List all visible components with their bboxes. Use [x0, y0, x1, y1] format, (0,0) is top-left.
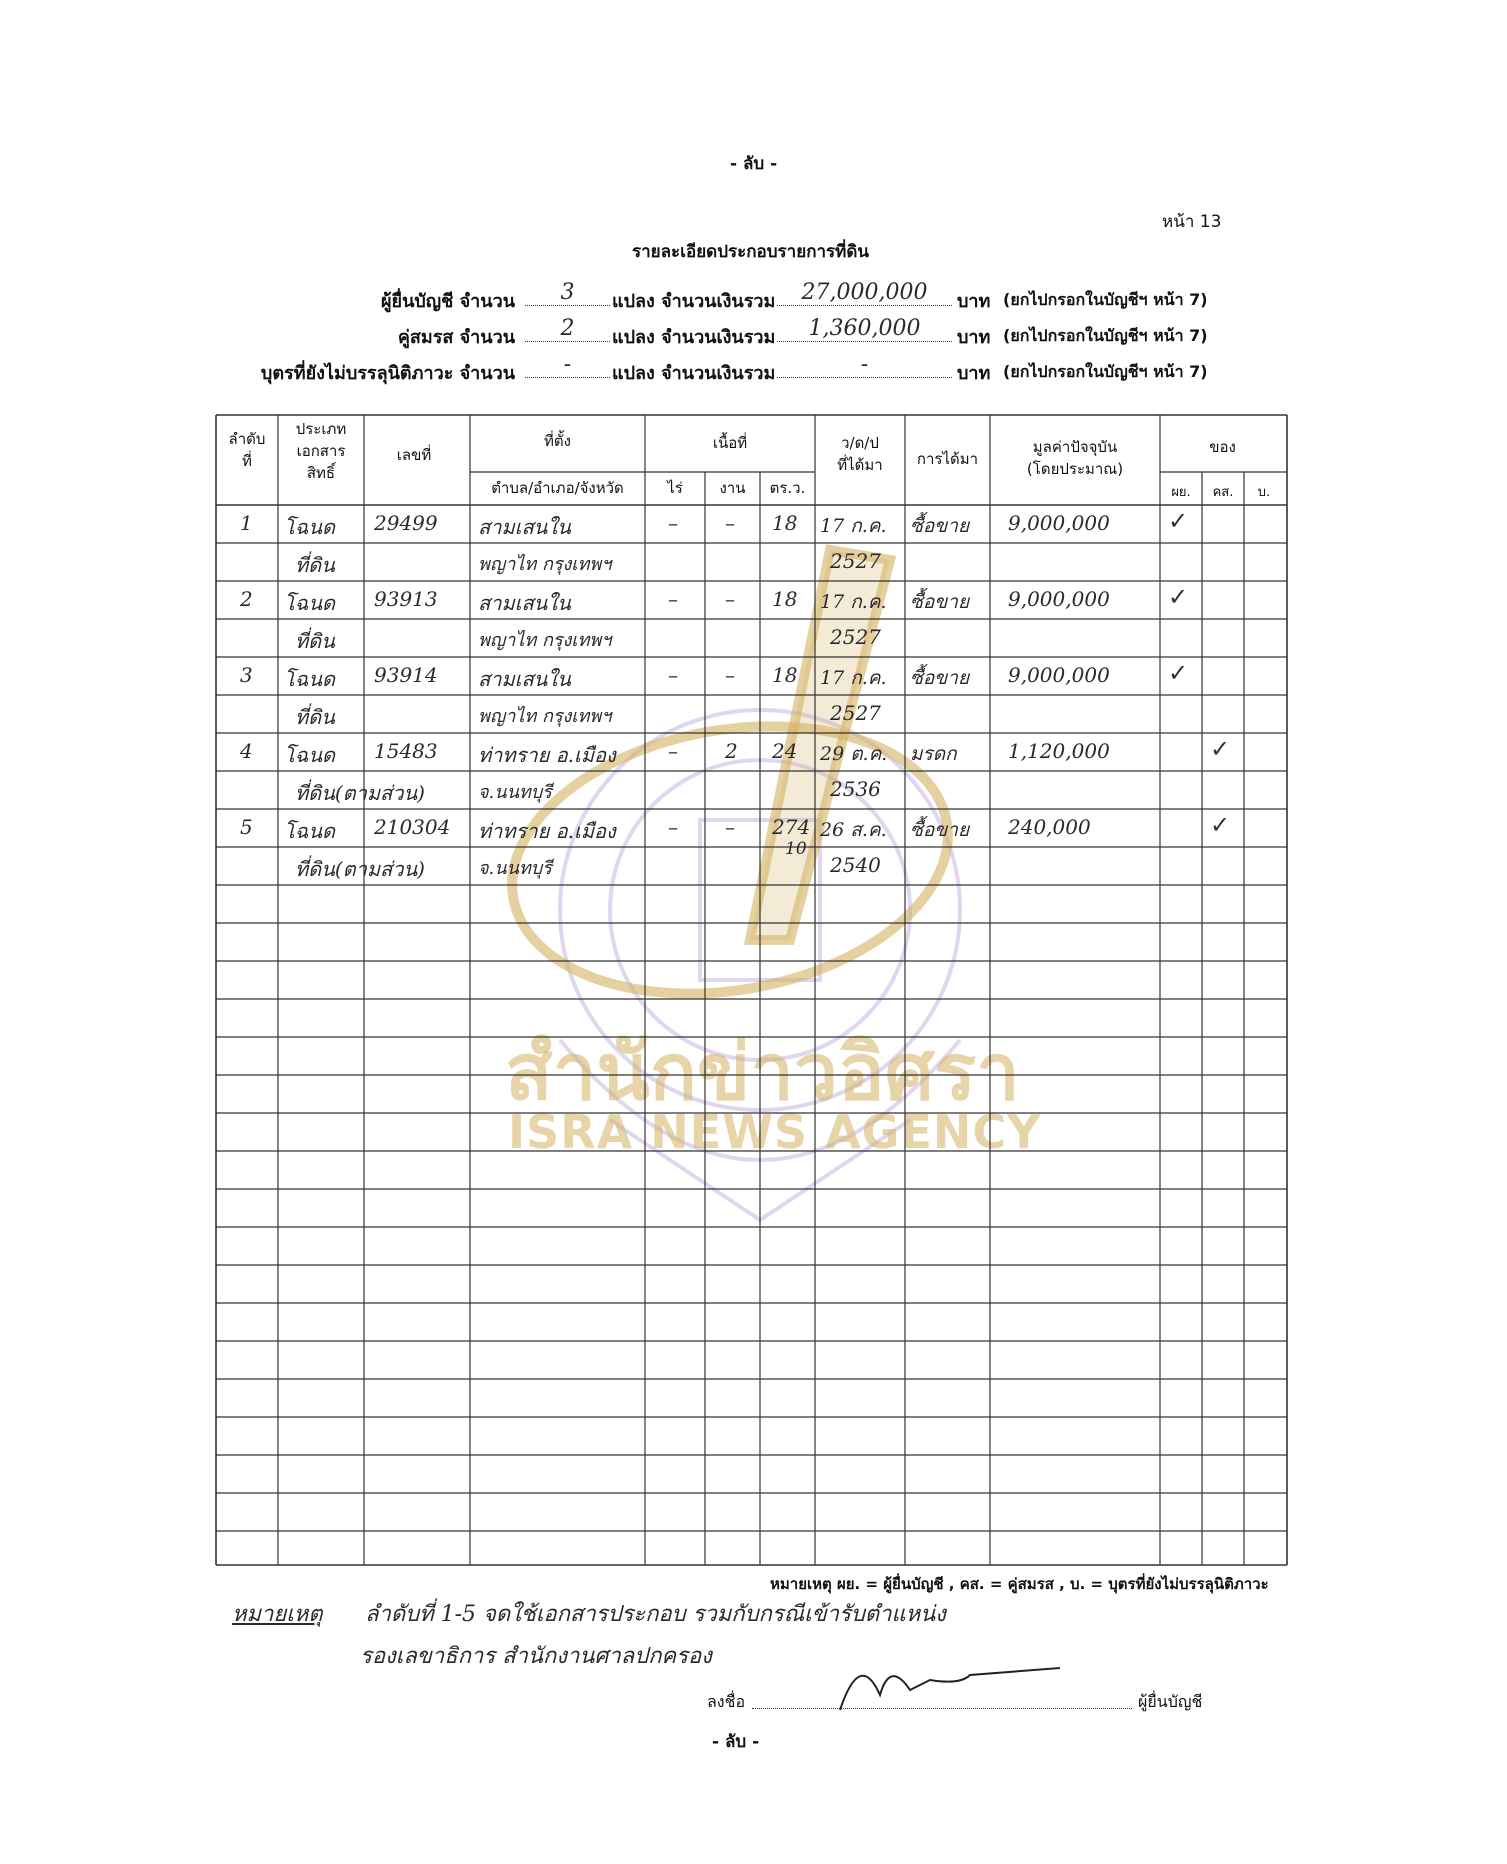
row-wa: 18: [772, 587, 798, 611]
row-number: 93914: [374, 663, 438, 687]
header-owner-spouse: คส.: [1212, 485, 1234, 500]
header-value: มูลค่าปัจจุบัน (โดยประมาณ): [1026, 438, 1124, 478]
row-date-year: 2527: [830, 625, 881, 649]
row-date: 29 ต.ค.: [820, 743, 888, 765]
page-number: หน้า 13: [1162, 212, 1222, 232]
classification-bottom: - ลับ -: [712, 1732, 760, 1752]
row-location-1: สามเสนใน: [478, 591, 571, 615]
sign-label: ลงชื่อ: [707, 1692, 746, 1711]
row-doc-type: โฉนด: [284, 667, 336, 691]
owner-check-mark: ✓: [1210, 735, 1231, 763]
header-location: ที่ตั้ง: [544, 432, 571, 450]
row-order: 2: [240, 587, 253, 611]
row-location-1: ท่าทราย อ.เมือง: [478, 743, 616, 767]
row-value: 1,120,000: [1008, 739, 1110, 763]
row-location-2: พญาไท กรุงเทพฯ: [478, 630, 612, 651]
row-wa: 274: [772, 815, 811, 839]
row-wa: 24: [772, 739, 798, 763]
row-acquisition: ซื้อขาย: [910, 515, 970, 537]
row-ngan: –: [725, 663, 735, 687]
row-value: 9,000,000: [1008, 511, 1110, 535]
row-order: 4: [240, 739, 253, 763]
row-rai: –: [668, 739, 678, 763]
row-acquisition: ซื้อขาย: [910, 667, 970, 689]
row-number: 210304: [374, 815, 451, 839]
row-value: 9,000,000: [1008, 663, 1110, 687]
header-owner-child: บ.: [1257, 485, 1271, 500]
remark-label: หมายเหตุ: [232, 1602, 323, 1627]
row-doc-type: โฉนด: [284, 591, 336, 615]
watermark-english: ISRA NEWS AGENCY: [508, 1105, 1042, 1159]
remark-line-2: รองเลขาธิการ สำนักงานศาลปกครอง: [360, 1644, 712, 1669]
summary-amount: 27,000,000: [777, 280, 952, 306]
row-location-1: สามเสนใน: [478, 667, 571, 691]
header-owner: ของ: [1209, 438, 1236, 456]
summary-note: (ยกไปกรอกในบัญชีฯ หน้า 7): [1003, 362, 1208, 381]
summary-amount: -: [777, 352, 952, 378]
row-doc-type-2: ที่ดิน: [295, 705, 335, 729]
row-date-year: 2540: [830, 853, 881, 877]
row-location-2: จ.นนทบุรี: [478, 858, 552, 879]
row-acquisition: มรดก: [910, 743, 957, 765]
row-date: 26 ส.ค.: [820, 819, 887, 841]
row-rai: –: [668, 511, 678, 535]
signature-scribble: [820, 1640, 1080, 1720]
row-location-2: พญาไท กรุงเทพฯ: [478, 554, 612, 575]
summary-unit: แปลง จำนวนเงินรวม: [612, 363, 776, 384]
owner-check-mark: ✓: [1168, 659, 1189, 687]
row-doc-type: โฉนด: [284, 515, 336, 539]
summary-label: บุตรที่ยังไม่บรรลุนิติภาวะ จำนวน: [260, 363, 515, 384]
row-doc-type: โฉนด: [284, 743, 336, 767]
row-value: 9,000,000: [1008, 587, 1110, 611]
row-date-year: 2536: [830, 777, 881, 801]
header-ngan: งาน: [719, 479, 746, 497]
row-date-year: 2527: [830, 701, 881, 725]
row-acquisition: ซื้อขาย: [910, 819, 970, 841]
row-date: 17 ก.ค.: [820, 591, 887, 613]
header-order: ลำดับ ที่: [228, 430, 266, 470]
row-ngan: –: [725, 511, 735, 535]
header-owner-filer: ผย.: [1171, 485, 1191, 500]
summary-baht: บาท: [957, 363, 991, 384]
row-rai: –: [668, 815, 678, 839]
row-location-2: จ.นนทบุรี: [478, 782, 552, 803]
remark-line-1: ลำดับที่ 1-5 จดใช้เอกสารประกอบ รวมกับกรณีเข้ารับตำแหน่ง: [365, 1602, 946, 1627]
summary-baht: บาท: [957, 291, 991, 312]
summary-count: 3: [525, 280, 610, 306]
row-doc-type-2: ที่ดิน: [295, 553, 335, 577]
summary-unit: แปลง จำนวนเงินรวม: [612, 291, 776, 312]
header-rai: ไร่: [667, 479, 683, 497]
row-wa: 18: [772, 663, 798, 687]
summary-label: ผู้ยื่นบัญชี จำนวน: [380, 291, 515, 312]
owner-check-mark: ✓: [1210, 811, 1231, 839]
row-date-year: 2527: [830, 549, 881, 573]
header-area: เนื้อที่: [712, 434, 748, 452]
row-number: 29499: [374, 511, 438, 535]
row-doc-type: โฉนด: [284, 819, 336, 843]
row-date: 17 ก.ค.: [820, 667, 887, 689]
header-date: ว/ด/ป ที่ได้มา: [837, 434, 883, 474]
summary-note: (ยกไปกรอกในบัญชีฯ หน้า 7): [1003, 326, 1208, 345]
signer-label: ผู้ยื่นบัญชี: [1138, 1692, 1203, 1711]
row-number: 93913: [374, 587, 438, 611]
row-order: 1: [240, 511, 253, 535]
row-ngan: –: [725, 587, 735, 611]
row-order: 5: [240, 815, 253, 839]
row-doc-type-2: ที่ดิน(ตามส่วน): [295, 857, 425, 881]
summary-label: คู่สมรส จำนวน: [397, 327, 515, 348]
row-location-1: ท่าทราย อ.เมือง: [478, 819, 616, 843]
row-location-2: พญาไท กรุงเทพฯ: [478, 706, 612, 727]
owner-check-mark: ✓: [1168, 507, 1189, 535]
row-date: 17 ก.ค.: [820, 515, 887, 537]
row-ngan: 2: [725, 739, 738, 763]
watermark-thai: สำนักข่าวอิศรา: [505, 1028, 1020, 1118]
row-rai: –: [668, 587, 678, 611]
owner-check-mark: ✓: [1168, 583, 1189, 611]
header-wa: ตร.ว.: [769, 479, 806, 497]
row-order: 3: [240, 663, 253, 687]
row-number: 15483: [374, 739, 438, 763]
header-doc-type: ประเภท เอกสาร สิทธิ์: [295, 420, 347, 482]
row-doc-type-2: ที่ดิน(ตามส่วน): [295, 781, 425, 805]
classification-top: - ลับ -: [730, 154, 778, 174]
summary-baht: บาท: [957, 327, 991, 348]
summary-count: 2: [525, 316, 610, 342]
header-number: เลขที่: [396, 446, 432, 464]
row-doc-type-2: ที่ดิน: [295, 629, 335, 653]
row-acquisition: ซื้อขาย: [910, 591, 970, 613]
row-wa-2: 10: [785, 839, 807, 859]
header-acquisition: การได้มา: [916, 450, 979, 468]
row-wa: 18: [772, 511, 798, 535]
legend-note: หมายเหตุ ผย. = ผู้ยื่นบัญชี , คส. = คู่สมรส , บ. = บุตรที่ยังไม่บรรลุนิติภาวะ: [770, 1575, 1269, 1593]
summary-unit: แปลง จำนวนเงินรวม: [612, 327, 776, 348]
summary-count: -: [525, 352, 610, 378]
page-title: รายละเอียดประกอบรายการที่ดิน: [632, 242, 870, 262]
row-value: 240,000: [1008, 815, 1091, 839]
summary-note: (ยกไปกรอกในบัญชีฯ หน้า 7): [1003, 290, 1208, 309]
header-location-sub: ตำบล/อำเภอ/จังหวัด: [491, 479, 624, 497]
row-ngan: –: [725, 815, 735, 839]
summary-amount: 1,360,000: [777, 316, 952, 342]
row-rai: –: [668, 663, 678, 687]
row-location-1: สามเสนใน: [478, 515, 571, 539]
